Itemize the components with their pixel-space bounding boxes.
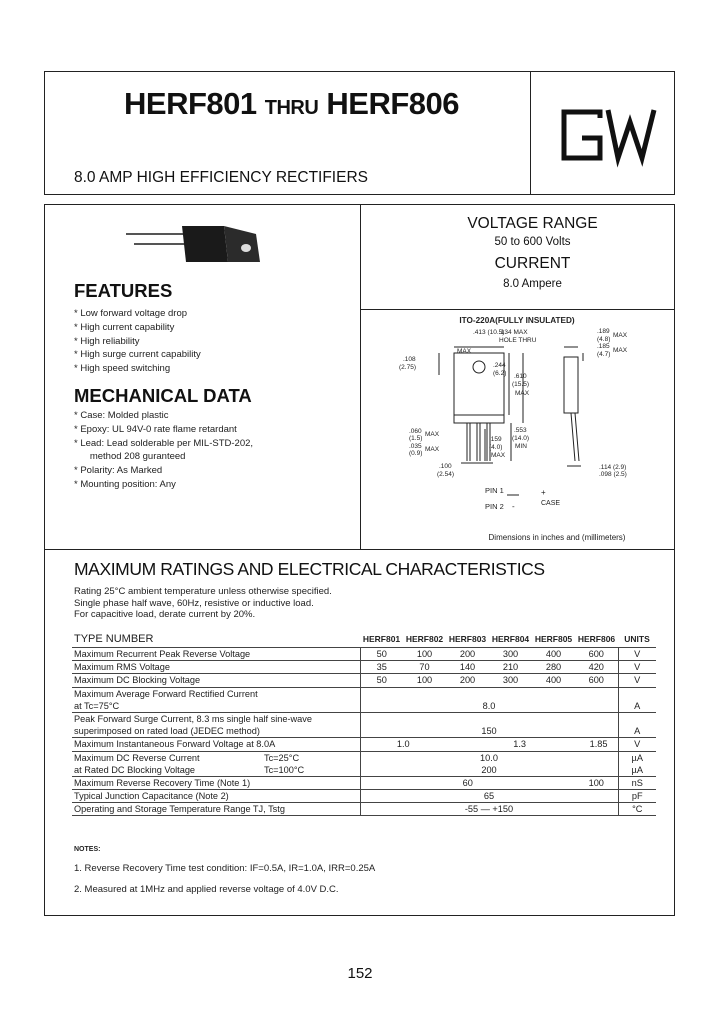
row-label: Maximum Recurrent Peak Reverse Voltage bbox=[72, 648, 360, 661]
row-label: Maximum Average Forward Rectified Current bbox=[74, 688, 258, 699]
column-header: HERF805 bbox=[532, 631, 575, 648]
dim-text: MAX bbox=[613, 332, 628, 339]
cell: 8.0 bbox=[360, 700, 618, 713]
condition-line: Rating 25°C ambient temperature unless otherwise specified. bbox=[74, 586, 332, 597]
dim-text: MIN bbox=[515, 443, 527, 450]
feature-item: * Low forward voltage drop bbox=[74, 308, 188, 319]
condition-text: Tc=25°C bbox=[264, 752, 300, 763]
unit-cell: V bbox=[618, 674, 656, 687]
cell: 100 bbox=[403, 648, 446, 661]
cell: 200 bbox=[360, 764, 618, 777]
column-header: HERF803 bbox=[446, 631, 489, 648]
ratings-conditions bbox=[74, 586, 332, 621]
mechanical-item: * Epoxy: UL 94V-0 rate flame retardant bbox=[74, 423, 237, 435]
table-header-row bbox=[72, 631, 656, 648]
table-row bbox=[72, 674, 656, 687]
row-label: Maximum DC Blocking Voltage bbox=[72, 674, 360, 687]
unit-cell: A bbox=[618, 725, 656, 738]
dim-text: (1.5) bbox=[409, 435, 423, 442]
unit-cell: V bbox=[618, 648, 656, 661]
dim-text: (4.7) bbox=[597, 351, 611, 358]
cell: 35 bbox=[360, 661, 403, 674]
table-row bbox=[72, 764, 656, 777]
table-row bbox=[72, 687, 656, 700]
cell: 60 bbox=[360, 776, 575, 789]
pin2-label: PIN 2 bbox=[485, 502, 504, 511]
title-part1: HERF801 bbox=[124, 86, 257, 121]
cell: 1.0 bbox=[360, 738, 446, 751]
cell: 10.0 bbox=[360, 751, 618, 764]
table-row bbox=[72, 738, 656, 751]
ratings-table bbox=[72, 631, 656, 816]
dim-text: .114 (2.9) bbox=[599, 464, 627, 471]
feature-item: * High current capability bbox=[74, 321, 175, 333]
column-header: TYPE NUMBER bbox=[72, 631, 360, 648]
feature-item: * High reliability bbox=[74, 335, 140, 347]
condition-text: Tc=100°C bbox=[264, 764, 305, 775]
page-title bbox=[124, 86, 459, 122]
current-heading: CURRENT bbox=[494, 255, 571, 272]
row-label: Operating and Storage Temperature Range TJ, Tstg bbox=[72, 803, 360, 816]
dim-text: .035 bbox=[409, 443, 422, 450]
note-item: 1. Reverse Recovery Time test condition: IF=0.5A, IR=1.0A, IRR=0.25A bbox=[74, 863, 376, 874]
table-row bbox=[72, 712, 656, 725]
feature-item: * High surge current capability bbox=[74, 349, 201, 361]
row-label: Maximum Reverse Recovery Time (Note 1) bbox=[72, 776, 360, 789]
table-row bbox=[72, 725, 656, 738]
dim-text: MAX bbox=[613, 347, 628, 354]
dim-text: .134 MAX bbox=[499, 329, 528, 336]
table-row bbox=[72, 648, 656, 661]
unit-cell: pF bbox=[618, 790, 656, 803]
notes-heading: NOTES: bbox=[74, 846, 101, 853]
dim-text: .098 (2.5) bbox=[599, 471, 627, 478]
title-part2: HERF806 bbox=[326, 86, 460, 121]
label-text: at Rated DC Blocking Voltage bbox=[74, 764, 196, 775]
cell: 600 bbox=[575, 674, 618, 687]
column-header: HERF801 bbox=[360, 631, 403, 648]
dim-text: MAX bbox=[425, 446, 440, 453]
table-row bbox=[72, 790, 656, 803]
cell: -55 — +150 bbox=[360, 803, 618, 816]
cell: 100 bbox=[403, 674, 446, 687]
row-label: Typical Junction Capacitance (Note 2) bbox=[72, 790, 360, 803]
cell: 65 bbox=[360, 790, 618, 803]
unit-cell: µA bbox=[618, 764, 656, 777]
cell: 70 bbox=[403, 661, 446, 674]
row-label bbox=[72, 751, 360, 764]
table-row bbox=[72, 776, 656, 789]
dim-text: .185 bbox=[597, 343, 610, 350]
dim-text: .244 bbox=[493, 362, 506, 369]
column-header: UNITS bbox=[618, 631, 656, 648]
dim-text: (4.8) bbox=[597, 336, 611, 343]
cell: 210 bbox=[489, 661, 532, 674]
mechanical-heading: MECHANICAL DATA bbox=[74, 385, 252, 406]
cell: 50 bbox=[360, 674, 403, 687]
mechanical-item: * Mounting position: Any bbox=[74, 478, 176, 490]
column-header: HERF804 bbox=[489, 631, 532, 648]
title-thru: THRU bbox=[264, 97, 319, 119]
feature-item: * High speed switching bbox=[74, 363, 171, 375]
dim-text: .108 bbox=[403, 356, 416, 363]
table-row bbox=[72, 751, 656, 764]
unit-cell: nS bbox=[618, 776, 656, 789]
ratings-heading: MAXIMUM RATINGS AND ELECTRICAL CHARACTERISTICS bbox=[74, 559, 545, 579]
voltage-range-value: 50 to 600 Volts bbox=[494, 236, 571, 248]
dim-text: MAX bbox=[515, 390, 530, 397]
dim-text: (14.0) bbox=[512, 435, 529, 442]
row-label: at Tc=75°C bbox=[72, 700, 360, 713]
cell: 1.3 bbox=[446, 738, 532, 751]
dim-text: (2.54) bbox=[437, 471, 454, 478]
cell: 600 bbox=[575, 648, 618, 661]
table-row bbox=[72, 700, 656, 713]
unit-cell: A bbox=[618, 700, 656, 713]
page-number: 152 bbox=[347, 965, 373, 982]
row-label: Maximum Instantaneous Forward Voltage at 8.0A bbox=[72, 738, 360, 751]
cell: 300 bbox=[489, 674, 532, 687]
row-label: superimposed on rated load (JEDEC method) bbox=[72, 725, 360, 738]
cell: 280 bbox=[532, 661, 575, 674]
unit-cell: °C bbox=[618, 803, 656, 816]
cell: 400 bbox=[532, 648, 575, 661]
package-drawing bbox=[361, 311, 674, 549]
dim-text: (6.2) bbox=[493, 370, 507, 377]
dim-text: (0.9) bbox=[409, 450, 423, 457]
section-divider bbox=[44, 549, 675, 550]
dim-text: .159 bbox=[489, 436, 502, 443]
column-header: HERF806 bbox=[575, 631, 618, 648]
pin1-label: PIN 1 bbox=[485, 486, 504, 495]
cell: 400 bbox=[532, 674, 575, 687]
dim-text: .553 bbox=[514, 427, 527, 434]
dim-text: MAX bbox=[425, 431, 440, 438]
row-label: Peak Forward Surge Current, 8.3 ms single half sine-wave bbox=[74, 714, 312, 725]
cell: 1.85 bbox=[532, 738, 618, 751]
dim-text: MAX bbox=[457, 348, 472, 355]
features-heading: FEATURES bbox=[74, 280, 173, 301]
mechanical-list bbox=[74, 409, 253, 492]
header-divider bbox=[530, 71, 531, 195]
condition-line: For capacitive load, derate current by 20%. bbox=[74, 609, 256, 620]
case-label: CASE bbox=[541, 500, 561, 507]
cell: 150 bbox=[360, 725, 618, 738]
cell: 420 bbox=[575, 661, 618, 674]
unit-cell: V bbox=[618, 738, 656, 751]
dim-text: .189 bbox=[597, 328, 610, 335]
unit-cell: µA bbox=[618, 751, 656, 764]
cell: 140 bbox=[446, 661, 489, 674]
dim-text: (15.5) bbox=[512, 381, 529, 388]
page-subtitle: 8.0 AMP HIGH EFFICIENCY RECTIFIERS bbox=[74, 169, 368, 186]
dim-text: .610 bbox=[514, 373, 527, 380]
table-row bbox=[72, 803, 656, 816]
dim-text: HOLE THRU bbox=[499, 337, 537, 344]
package-caption: Dimensions in inches and (millimeters) bbox=[488, 533, 626, 542]
rectifier-component-image bbox=[124, 220, 264, 270]
current-value: 8.0 Ampere bbox=[503, 278, 562, 290]
gw-logo bbox=[552, 100, 662, 170]
table-row bbox=[72, 661, 656, 674]
package-title: ITO-220A(FULLY INSULATED) bbox=[459, 316, 575, 325]
mechanical-item: * Polarity: As Marked bbox=[74, 465, 163, 477]
dim-text: (4.0) bbox=[489, 444, 503, 451]
note-item: 2. Measured at 1MHz and applied reverse voltage of 4.0V D.C. bbox=[74, 884, 339, 895]
minus-sign: - bbox=[512, 502, 515, 511]
cell: 50 bbox=[360, 648, 403, 661]
unit-cell: V bbox=[618, 661, 656, 674]
mechanical-item: method 208 guranteed bbox=[74, 451, 186, 463]
dim-text: MAX bbox=[491, 452, 506, 459]
dim-text: .100 bbox=[439, 463, 452, 470]
dim-text: .413 (10.5) bbox=[473, 329, 505, 336]
dim-text: (2.75) bbox=[399, 364, 416, 371]
plus-sign: + bbox=[541, 488, 546, 497]
features-list bbox=[74, 307, 201, 376]
mechanical-item: * Lead: Lead solderable per MIL-STD-202, bbox=[74, 437, 254, 449]
row-label: Maximum RMS Voltage bbox=[72, 661, 360, 674]
mechanical-item: * Case: Molded plastic bbox=[74, 410, 169, 421]
dim-text: .060 bbox=[409, 428, 422, 435]
voltage-range-heading: VOLTAGE RANGE bbox=[467, 215, 598, 232]
cell: 200 bbox=[446, 674, 489, 687]
label-text: Maximum DC Reverse Current bbox=[74, 752, 200, 763]
cell: 100 bbox=[575, 776, 618, 789]
cell: 300 bbox=[489, 648, 532, 661]
row-label bbox=[72, 764, 360, 777]
condition-line: Single phase half wave, 60Hz, resistive or inductive load. bbox=[74, 597, 314, 609]
cell: 200 bbox=[446, 648, 489, 661]
column-header: HERF802 bbox=[403, 631, 446, 648]
